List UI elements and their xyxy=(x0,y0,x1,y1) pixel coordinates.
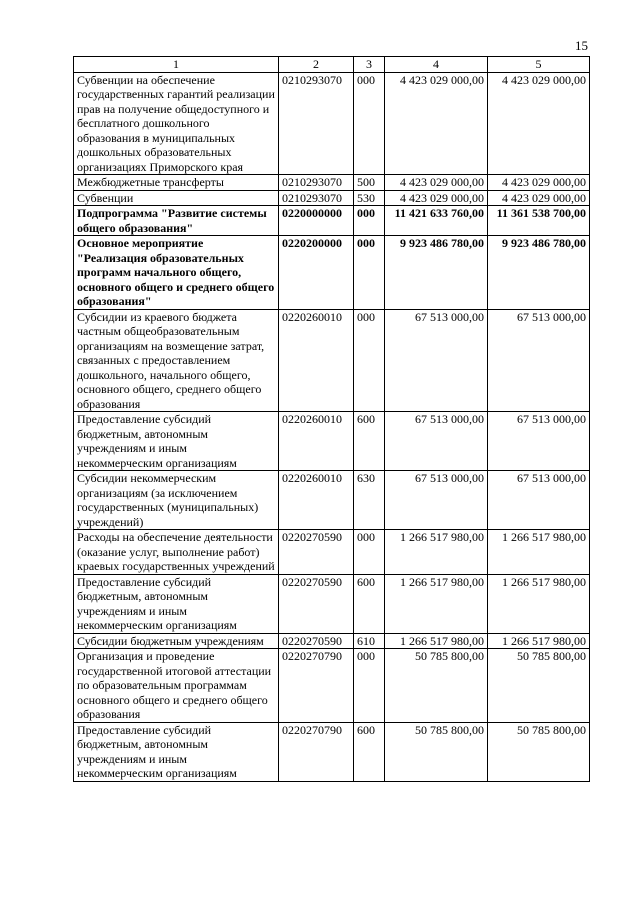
col-header-3: 3 xyxy=(354,57,385,73)
row-value-col4: 50 785 800,00 xyxy=(385,649,488,723)
table-row xyxy=(74,190,590,206)
row-kind: 600 xyxy=(354,722,385,781)
row-kind: 000 xyxy=(354,72,385,175)
row-code: 0220270590 xyxy=(279,530,354,575)
row-value-col5: 4 423 029 000,00 xyxy=(488,190,590,206)
row-name: Основное мероприятие "Реализация образовательных программ начального общего, основного общего и среднего общего образования" xyxy=(74,236,279,310)
row-kind: 000 xyxy=(354,309,385,412)
row-value-col5: 50 785 800,00 xyxy=(488,649,590,723)
row-kind: 000 xyxy=(354,236,385,310)
row-code: 0220260010 xyxy=(279,412,354,471)
row-kind: 600 xyxy=(354,412,385,471)
row-value-col4: 1 266 517 980,00 xyxy=(385,530,488,575)
row-value-col5: 1 266 517 980,00 xyxy=(488,574,590,633)
row-code: 0220270590 xyxy=(279,633,354,649)
row-value-col4: 67 513 000,00 xyxy=(385,412,488,471)
table-row xyxy=(74,206,590,236)
row-name: Субсидии из краевого бюджета частным общеобразовательным организациям на возмещение затрат, связанных с предоставлением дошкольного, начального общего, основного общего, среднего общего образования xyxy=(74,309,279,412)
table-row xyxy=(74,649,590,723)
row-kind: 000 xyxy=(354,206,385,236)
row-name: Организация и проведение государственной итоговой аттестации по образовательным программам основного общего и среднего общего образования xyxy=(74,649,279,723)
col-header-2: 2 xyxy=(279,57,354,73)
page-number: 15 xyxy=(575,38,588,53)
table-row xyxy=(74,471,590,530)
row-code: 0220270790 xyxy=(279,649,354,723)
row-kind: 000 xyxy=(354,649,385,723)
col-header-5: 5 xyxy=(488,57,590,73)
row-value-col4: 11 421 633 760,00 xyxy=(385,206,488,236)
row-code: 0220260010 xyxy=(279,471,354,530)
row-code: 0220270790 xyxy=(279,722,354,781)
row-kind: 500 xyxy=(354,175,385,191)
row-value-col4: 9 923 486 780,00 xyxy=(385,236,488,310)
row-code: 0220260010 xyxy=(279,309,354,412)
row-code: 0210293070 xyxy=(279,190,354,206)
row-code: 0220200000 xyxy=(279,236,354,310)
table-row xyxy=(74,72,590,175)
table-row xyxy=(74,175,590,191)
row-kind: 530 xyxy=(354,190,385,206)
row-name: Межбюджетные трансферты xyxy=(74,175,279,191)
row-value-col5: 4 423 029 000,00 xyxy=(488,175,590,191)
row-code: 0220270590 xyxy=(279,574,354,633)
row-kind: 000 xyxy=(354,530,385,575)
table-row xyxy=(74,722,590,781)
row-value-col5: 67 513 000,00 xyxy=(488,309,590,412)
table-row xyxy=(74,633,590,649)
row-name: Предоставление субсидий бюджетным, автономным учреждениям и иным некоммерческим организациям xyxy=(74,574,279,633)
row-value-col5: 4 423 029 000,00 xyxy=(488,72,590,175)
col-header-1: 1 xyxy=(74,57,279,73)
row-value-col5: 67 513 000,00 xyxy=(488,471,590,530)
row-kind: 600 xyxy=(354,574,385,633)
row-name: Подпрограмма "Развитие системы общего образования" xyxy=(74,206,279,236)
row-code: 0210293070 xyxy=(279,72,354,175)
row-kind: 610 xyxy=(354,633,385,649)
row-name: Расходы на обеспечение деятельности (оказание услуг, выполнение работ) краевых государственных учреждений xyxy=(74,530,279,575)
row-name: Предоставление субсидий бюджетным, автономным учреждениям и иным некоммерческим организациям xyxy=(74,412,279,471)
row-value-col4: 50 785 800,00 xyxy=(385,722,488,781)
row-value-col5: 9 923 486 780,00 xyxy=(488,236,590,310)
row-value-col4: 4 423 029 000,00 xyxy=(385,190,488,206)
budget-table xyxy=(73,56,590,782)
row-value-col5: 67 513 000,00 xyxy=(488,412,590,471)
row-name: Субвенции xyxy=(74,190,279,206)
table-row xyxy=(74,236,590,310)
table-row xyxy=(74,412,590,471)
row-kind: 630 xyxy=(354,471,385,530)
row-value-col4: 4 423 029 000,00 xyxy=(385,72,488,175)
row-value-col5: 50 785 800,00 xyxy=(488,722,590,781)
row-name: Субвенции на обеспечение государственных гарантий реализации прав на получение общедоступного и бесплатного дошкольного образования в муниципальных дошкольных образовательных организациях Приморского края xyxy=(74,72,279,175)
row-code: 0210293070 xyxy=(279,175,354,191)
row-value-col4: 4 423 029 000,00 xyxy=(385,175,488,191)
table-row xyxy=(74,530,590,575)
row-value-col4: 1 266 517 980,00 xyxy=(385,574,488,633)
row-value-col4: 1 266 517 980,00 xyxy=(385,633,488,649)
row-value-col5: 11 361 538 700,00 xyxy=(488,206,590,236)
row-value-col5: 1 266 517 980,00 xyxy=(488,530,590,575)
table-row xyxy=(74,309,590,412)
row-name: Субсидии некоммерческим организациям (за исключением государственных (муниципальных) учреждений) xyxy=(74,471,279,530)
header-row xyxy=(74,57,590,73)
row-code: 0220000000 xyxy=(279,206,354,236)
row-value-col4: 67 513 000,00 xyxy=(385,471,488,530)
row-name: Предоставление субсидий бюджетным, автономным учреждениям и иным некоммерческим организациям xyxy=(74,722,279,781)
table-row xyxy=(74,574,590,633)
col-header-4: 4 xyxy=(385,57,488,73)
row-value-col5: 1 266 517 980,00 xyxy=(488,633,590,649)
row-name: Субсидии бюджетным учреждениям xyxy=(74,633,279,649)
row-value-col4: 67 513 000,00 xyxy=(385,309,488,412)
